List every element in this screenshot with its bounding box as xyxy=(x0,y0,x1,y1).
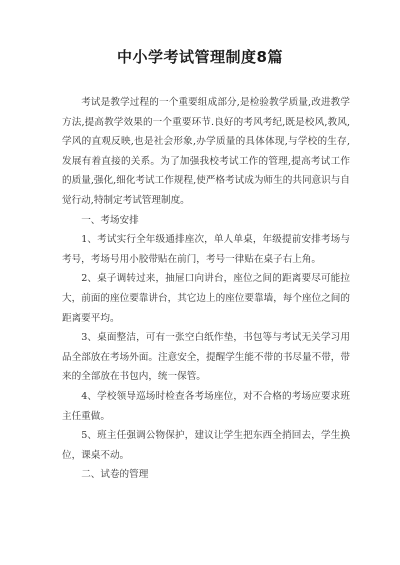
list-item-3: 3、桌面整洁，可有一张空白纸作垫，书包等与考试无关学习用品全部放在考场外面。注意安全，提醒学生能不带的书尽量不带，带来的全部放在书包内，统一保管。 xyxy=(62,332,350,383)
list-item-5: 5、班主任强调公物保护，建议让学生把东西全捎回去，学生换位，课桌不动。 xyxy=(62,430,350,461)
list-item-4: 4、学校领导巡场时检查各考场座位，对不合格的考场应要求班主任重做。 xyxy=(62,390,350,422)
document-body xyxy=(62,93,350,485)
section-heading-exam-room: 一、考场安排 xyxy=(81,214,139,226)
document-title: 中小学考试管理制度8篇 xyxy=(117,48,283,66)
list-item-2: 2、桌子调转过来，抽屉口向讲台，座位之间的距离要尽可能拉大，前面的座位要靠讲台，其它边上的座位要靠墙，每个座位之间的距离要平均。 xyxy=(62,273,350,324)
section-heading-paper-management: 二、试卷的管理 xyxy=(81,469,149,481)
list-item-1: 1、考试实行全年级通排座次，单人单桌，年级提前安排考场与考号，考场号用小胶带贴在前门，考号一律贴在桌子右上角。 xyxy=(62,234,350,265)
intro-paragraph: 考试是教学过程的一个重要组成部分,是检验教学质量,改进教学方法,提高教学效果的一个重要环节.良好的考风考纪,既是校风,教风,学风的直观反映,也是社会形象,办学质量的具体体现,与学校的生存,发展有着直接的关系。为了加强我校考试工作的管理,提高考试工作的质量,强化,细化考试工作规程,使严格考试成为师生的共同意识与自觉行动,特制定考试管理制度。 xyxy=(62,97,350,206)
